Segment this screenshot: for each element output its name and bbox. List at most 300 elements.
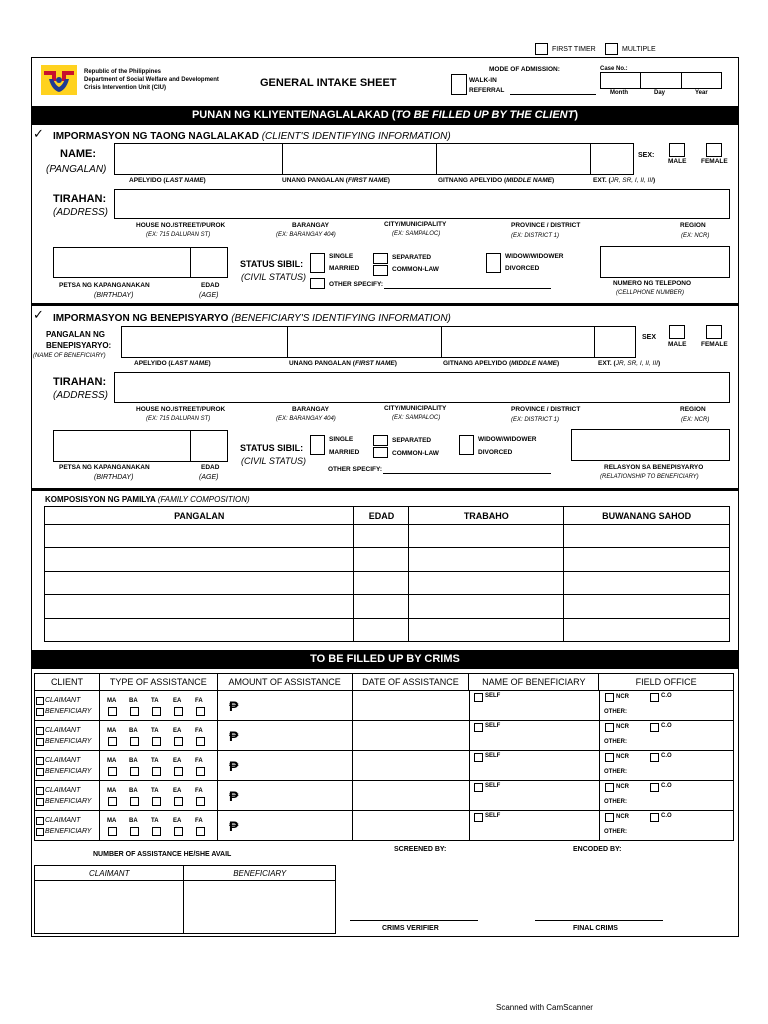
crims-col-divider [599,780,600,810]
amount-input[interactable] [245,782,345,808]
family-cell[interactable] [409,525,564,548]
type-ta-checkbox[interactable] [152,737,161,746]
assistance-count-table [34,865,336,934]
crims-section-bar: TO BE FILLED UP BY CRIMS [31,650,739,669]
self-checkbox[interactable] [474,753,483,762]
ben-city-ex: (EX: SAMPALOC) [392,415,441,421]
crims-col-divider [599,720,600,750]
other-label: OTHER: [604,739,627,745]
section-divider-1 [31,303,739,306]
family-cell[interactable] [354,525,409,548]
other-office-input[interactable] [630,766,730,778]
type-ta-checkbox[interactable] [152,827,161,836]
client-city-ex: (EX: SAMPALOC) [392,231,441,237]
type-fa-label: FA [195,788,203,794]
beneficiary-checkbox[interactable] [36,768,44,776]
client-name-field[interactable] [114,143,634,175]
type-fa-checkbox[interactable] [196,797,205,806]
type-ma-label: MA [107,818,117,824]
client-birthday-field[interactable] [53,247,210,278]
claimant-label: CLAIMANT [45,727,81,734]
table-row [45,618,730,641]
crims-header-amount: AMOUNT OF ASSISTANCE [217,674,352,691]
type-ma-label: MA [107,698,117,704]
crims-col-divider [599,690,600,720]
client-ext-text: EXT. ( [593,177,611,184]
agency-line-3: Crisis Intervention Unit (CIU) [84,85,167,91]
assist-beneficiary-cell[interactable] [184,881,336,934]
type-ba-checkbox[interactable] [130,737,139,746]
client-separated-label: SEPARATED [392,254,432,261]
ncr-checkbox[interactable] [605,723,614,732]
type-ma-label: MA [107,788,117,794]
amount-input[interactable] [245,752,345,778]
date-input[interactable] [354,722,466,748]
family-cell[interactable] [409,618,564,641]
type-ta-label: TA [151,728,159,734]
ben-birthday-label: (BIRTHDAY) [94,474,134,481]
type-ba-label: BA [129,788,138,794]
beneficiary-name-input[interactable] [492,822,596,838]
number-assist-label: NUMBER OF ASSISTANCE HE/SHE AVAIL [93,851,232,858]
claimant-checkbox[interactable] [36,817,44,825]
ben-name-divider-3 [594,326,595,358]
final-crims-signature-line[interactable] [535,920,663,921]
client-other-specify-line[interactable] [384,288,551,289]
beneficiary-name-input[interactable] [492,792,596,808]
ben-apelyido-text: APELYIDO ( [134,360,171,367]
type-ba-label: BA [129,758,138,764]
ben-other-specify-line[interactable] [383,473,551,474]
crims-col-divider [99,690,100,720]
client-common-law-checkbox[interactable] [373,265,388,276]
ben-status-sibil-label: STATUS SIBIL: [240,443,304,453]
type-fa-checkbox[interactable] [196,737,205,746]
mode-of-admission-label: MODE OF ADMISSION: [489,66,560,73]
client-ext-italic: JR, SR, I, II, III [610,177,653,184]
client-name-divider-3 [590,143,591,175]
type-ea-checkbox[interactable] [174,737,183,746]
beneficiary-checkbox[interactable] [36,798,44,806]
type-ta-label: TA [151,758,159,764]
client-apelyido-text: APELYIDO ( [129,177,166,184]
client-separated-checkbox[interactable] [373,253,388,264]
co-label: C.O [661,783,672,789]
client-ext-label: EXT. (JR, SR, I, II, III) [593,177,656,184]
crims-col-divider [217,810,218,840]
ben-province-ex: (EX: DISTRICT 1) [511,417,560,423]
crims-col-divider [469,750,470,780]
peso-icon: ₱ [229,728,239,744]
other-office-input[interactable] [630,706,730,718]
beneficiary-section-title [53,313,451,324]
family-header-edad: EDAD [354,507,409,525]
ben-sex-label: SEX [642,334,657,341]
client-address-field[interactable] [114,189,730,219]
client-unang-text: UNANG PANGALAN ( [282,177,348,184]
crims-col-divider [99,780,100,810]
crims-col-divider [217,780,218,810]
type-ea-label: EA [173,728,182,734]
co-checkbox[interactable] [650,753,659,762]
client-petsa-label: PETSA NG KAPANGANAKAN [59,282,150,289]
type-ta-checkbox[interactable] [152,707,161,716]
crims-col-divider [99,810,100,840]
referral-label: REFERRAL [469,87,505,94]
final-crims-label: FINAL CRIMS [573,925,618,932]
beneficiary-name-input[interactable] [492,732,596,748]
type-ea-checkbox[interactable] [174,707,183,716]
agency-block [84,68,219,92]
ben-petsa-label: PETSA NG KAPANGANAKAN [59,464,150,471]
crims-header-type: TYPE OF ASSISTANCE [99,674,217,691]
family-cell[interactable] [354,571,409,594]
other-office-input[interactable] [630,826,730,838]
crims-col-divider [352,720,353,750]
client-married-label: MARRIED [329,265,360,272]
client-name-divider-1 [282,143,283,175]
family-cell[interactable] [354,618,409,641]
client-house-ex: (EX: 715 DALUPAN ST) [146,232,211,238]
client-single-label: SINGLE [329,253,354,260]
client-section-title [53,131,451,142]
crims-header-date: DATE OF ASSISTANCE [352,674,469,691]
family-cell[interactable] [354,595,409,618]
checkmark-icon: ✓ [33,307,44,322]
claimant-label: CLAIMANT [45,787,81,794]
family-cell[interactable] [564,618,730,641]
name-label: NAME: [60,148,97,160]
client-province-ex: (EX: DISTRICT 1) [511,233,560,239]
co-checkbox[interactable] [650,693,659,702]
ben-unang-label: UNANG PANGALAN (FIRST NAME) [289,360,397,367]
ben-address-field[interactable] [114,372,730,403]
date-input[interactable] [354,782,466,808]
ben-barangay-label: BARANGAY [292,406,329,413]
type-ea-checkbox[interactable] [174,827,183,836]
crims-col-divider [217,690,218,720]
ncr-label: NCR [616,814,629,820]
client-cellphone-label: (CELLPHONE NUMBER) [616,290,685,296]
co-label: C.O [661,753,672,759]
beneficiary-checkbox[interactable] [36,828,44,836]
beneficiary-name-input[interactable] [492,762,596,778]
mode-of-admission-checkbox[interactable] [451,74,467,95]
walk-in-label: WALK-IN [469,77,497,84]
table-row [35,881,336,934]
family-cell[interactable] [564,548,730,571]
type-ea-label: EA [173,788,182,794]
client-house-label: HOUSE NO./STREET/PUROK [136,222,226,229]
ben-address-sub-label: (ADDRESS) [53,390,109,401]
checkmark-icon: ✓ [33,126,44,141]
other-office-input[interactable] [630,796,730,808]
family-title-italic: (FAMILY COMPOSITION) [157,495,250,504]
peso-icon: ₱ [229,698,239,714]
beneficiary-label: BENEFICIARY [45,738,92,745]
type-ba-checkbox[interactable] [130,797,139,806]
crims-col-divider [469,810,470,840]
family-cell[interactable] [409,548,564,571]
peso-icon: ₱ [229,758,239,774]
crims-col-divider [352,750,353,780]
other-label: OTHER: [604,709,627,715]
family-cell[interactable] [564,595,730,618]
type-ma-checkbox[interactable] [108,827,117,836]
co-label: C.O [661,813,672,819]
self-checkbox[interactable] [474,723,483,732]
type-ma-checkbox[interactable] [108,707,117,716]
client-female-checkbox[interactable] [706,143,722,157]
client-edad-label: EDAD [201,282,220,289]
client-male-checkbox[interactable] [669,143,685,157]
type-ba-checkbox[interactable] [130,767,139,776]
type-ba-label: BA [129,728,138,734]
beneficiary-checkbox[interactable] [36,738,44,746]
ncr-checkbox[interactable] [605,753,614,762]
self-checkbox[interactable] [474,693,483,702]
assist-claimant-cell[interactable] [35,881,184,934]
client-unang-label: UNANG PANGALAN (FIRST NAME) [282,177,390,184]
year-label: Year [695,90,708,96]
ben-civil-status-label: (CIVIL STATUS) [241,456,307,466]
crims-col-divider [599,750,600,780]
crims-table [34,673,734,691]
co-checkbox[interactable] [650,783,659,792]
client-barangay-ex: (EX: BARANGAY 404) [276,232,336,238]
crims-col-divider [469,690,470,720]
client-other-checkbox[interactable] [310,278,325,289]
ben-ext-text: EXT. ( [598,360,616,367]
type-ba-label: BA [129,698,138,704]
crims-col-divider [352,690,353,720]
client-apelyido-label: APELYIDO (LAST NAME) [129,177,206,184]
crims-header-field-office: FIELD OFFICE [599,674,734,691]
co-label: C.O [661,723,672,729]
family-cell[interactable] [409,595,564,618]
date-input[interactable] [354,752,466,778]
crims-col-divider [599,810,600,840]
claimant-label: CLAIMANT [45,757,81,764]
other-office-input[interactable] [630,736,730,748]
crims-col-divider [352,810,353,840]
family-cell[interactable] [564,571,730,594]
client-age-label: (AGE) [199,292,219,299]
date-input[interactable] [354,692,466,718]
dswd-logo-icon [41,65,77,95]
amount-input[interactable] [245,692,345,718]
client-unang-italic: FIRST NAME [347,177,388,184]
ncr-label: NCR [616,694,629,700]
client-female-label: FEMALE [701,158,728,165]
claimant-checkbox[interactable] [36,697,44,705]
ben-pangalan-label-2: BENEPISYARYO: [46,341,112,350]
client-region-label: REGION [680,222,706,229]
beneficiary-section-title-text: IMPORMASYON NG BENEPISYARYO [53,313,229,324]
family-header-trabaho: TRABAHO [409,507,564,525]
claimant-checkbox[interactable] [36,787,44,795]
client-widow-label: WIDOW/WIDOWER [505,253,564,260]
client-divorced-label: DIVORCED [505,265,540,272]
claimant-checkbox[interactable] [36,727,44,735]
ben-ext-label: EXT. (JR, SR, I, II, III) [598,360,661,367]
family-cell[interactable] [354,548,409,571]
client-widow-divorced-checkbox[interactable] [486,253,501,273]
ncr-checkbox[interactable] [605,813,614,822]
screened-by-label: SCREENED BY: [394,846,447,853]
self-label: SELF [485,723,501,729]
type-fa-label: FA [195,698,203,704]
ben-single-married-checkbox[interactable] [310,435,325,455]
type-fa-checkbox[interactable] [196,707,205,716]
ben-province-label: PROVINCE / DISTRICT [511,406,581,413]
referral-line[interactable] [510,94,596,95]
ben-female-checkbox[interactable] [706,325,722,339]
crims-header-name: NAME OF BENEFICIARY [469,674,599,691]
month-label: Month [610,90,628,96]
client-age-field[interactable] [190,247,228,278]
amount-input[interactable] [245,812,345,838]
type-ea-label: EA [173,698,182,704]
ben-age-field[interactable] [190,430,228,462]
beneficiary-label: BENEFICIARY [45,708,92,715]
family-cell[interactable] [45,618,354,641]
ben-region-label: REGION [680,406,706,413]
type-ma-checkbox[interactable] [108,767,117,776]
table-row [45,525,730,548]
beneficiary-checkbox[interactable] [36,708,44,716]
family-cell[interactable] [564,525,730,548]
crims-col-divider [469,720,470,750]
type-fa-label: FA [195,758,203,764]
client-address-sub-label: (ADDRESS) [53,207,109,218]
day-label: Day [654,90,666,96]
co-checkbox[interactable] [650,723,659,732]
ncr-label: NCR [616,754,629,760]
claimant-label: CLAIMANT [45,817,81,824]
beneficiary-label: BENEFICIARY [45,798,92,805]
amount-input[interactable] [245,722,345,748]
client-single-married-checkbox[interactable] [310,253,325,273]
ben-birthday-field[interactable] [53,430,210,462]
case-no-field[interactable] [600,72,722,89]
type-ea-checkbox[interactable] [174,767,183,776]
family-cell[interactable] [45,525,354,548]
client-city-label: CITY/MUNICIPALITY [384,221,447,228]
crims-col-divider [99,750,100,780]
type-ma-checkbox[interactable] [108,737,117,746]
claimant-checkbox[interactable] [36,757,44,765]
client-barangay-label: BARANGAY [292,222,329,229]
type-ta-label: TA [151,818,159,824]
crims-col-divider [217,720,218,750]
first-timer-label: FIRST TIMER [552,46,596,53]
ben-relationship-field[interactable] [571,429,730,461]
family-header-pangalan: PANGALAN [45,507,354,525]
ben-name-divider-1 [287,326,288,358]
client-bar-text: PUNAN NG KLIYENTE/NAGLALAKAD ( [191,109,396,121]
page-title: GENERAL INTAKE SHEET [260,77,397,89]
client-phone-field[interactable] [600,246,730,278]
ben-ext-italic: JR, SR, I, II, III [615,360,658,367]
ben-gitnang-label: GITNANG APELYIDO (MIDDLE NAME) [443,360,560,367]
crims-col-divider [352,780,353,810]
self-checkbox[interactable] [474,783,483,792]
type-fa-label: FA [195,818,203,824]
type-fa-label: FA [195,728,203,734]
type-ta-checkbox[interactable] [152,767,161,776]
ncr-checkbox[interactable] [605,783,614,792]
client-apelyido-italic: LAST NAME [165,177,204,184]
crims-header-row [35,674,734,691]
ben-separated-label: SEPARATED [392,437,432,444]
client-name-divider-2 [436,143,437,175]
beneficiary-name-input[interactable] [492,702,596,718]
family-cell[interactable] [45,548,354,571]
other-label: OTHER: [604,799,627,805]
first-timer-checkbox[interactable] [535,43,548,55]
family-header-row [45,507,730,525]
table-row [45,571,730,594]
name-sub-label: (PANGALAN) [46,164,107,175]
type-ma-checkbox[interactable] [108,797,117,806]
section-divider-2 [31,488,739,491]
client-bar-italic: TO BE FILLED UP BY THE CLIENT [395,109,575,121]
ben-common-law-checkbox[interactable] [373,447,388,458]
crims-verifier-signature-line[interactable] [350,920,478,921]
ben-separated-checkbox[interactable] [373,435,388,446]
client-male-label: MALE [668,158,687,165]
case-no-divider-1 [640,72,641,89]
agency-line-2: Department of Social Welfare and Development [84,77,219,83]
peso-icon: ₱ [229,818,239,834]
multiple-checkbox[interactable] [605,43,618,55]
co-label: C.O [661,693,672,699]
type-fa-checkbox[interactable] [196,827,205,836]
type-ba-checkbox[interactable] [130,827,139,836]
date-input[interactable] [354,812,466,838]
ben-male-checkbox[interactable] [669,325,685,339]
client-region-ex: (EX: NCR) [681,233,710,239]
self-checkbox[interactable] [474,813,483,822]
crims-col-divider [217,750,218,780]
ben-pangalan-label-1: PANGALAN NG [46,330,105,339]
type-ea-checkbox[interactable] [174,797,183,806]
family-cell[interactable] [45,571,354,594]
family-title [45,495,250,504]
type-ea-label: EA [173,818,182,824]
type-ba-checkbox[interactable] [130,707,139,716]
ben-other-specify-label: OTHER SPECIFY: [328,466,383,473]
type-ta-checkbox[interactable] [152,797,161,806]
ben-widow-divorced-checkbox[interactable] [459,435,474,455]
ncr-checkbox[interactable] [605,693,614,702]
family-cell[interactable] [45,595,354,618]
ben-barangay-ex: (EX: BARANGAY 404) [276,416,336,422]
ncr-label: NCR [616,724,629,730]
ben-name-field[interactable] [121,326,636,358]
client-numero-label: NUMERO NG TELEPONO [613,280,692,287]
co-checkbox[interactable] [650,813,659,822]
ben-name-of-beneficiary: (NAME OF BENEFICIARY) [33,353,106,359]
type-ta-label: TA [151,698,159,704]
family-cell[interactable] [409,571,564,594]
ncr-label: NCR [616,784,629,790]
type-ma-label: MA [107,758,117,764]
client-gitnang-label: GITNANG APELYIDO (MIDDLE NAME) [438,177,555,184]
type-fa-checkbox[interactable] [196,767,205,776]
self-label: SELF [485,813,501,819]
